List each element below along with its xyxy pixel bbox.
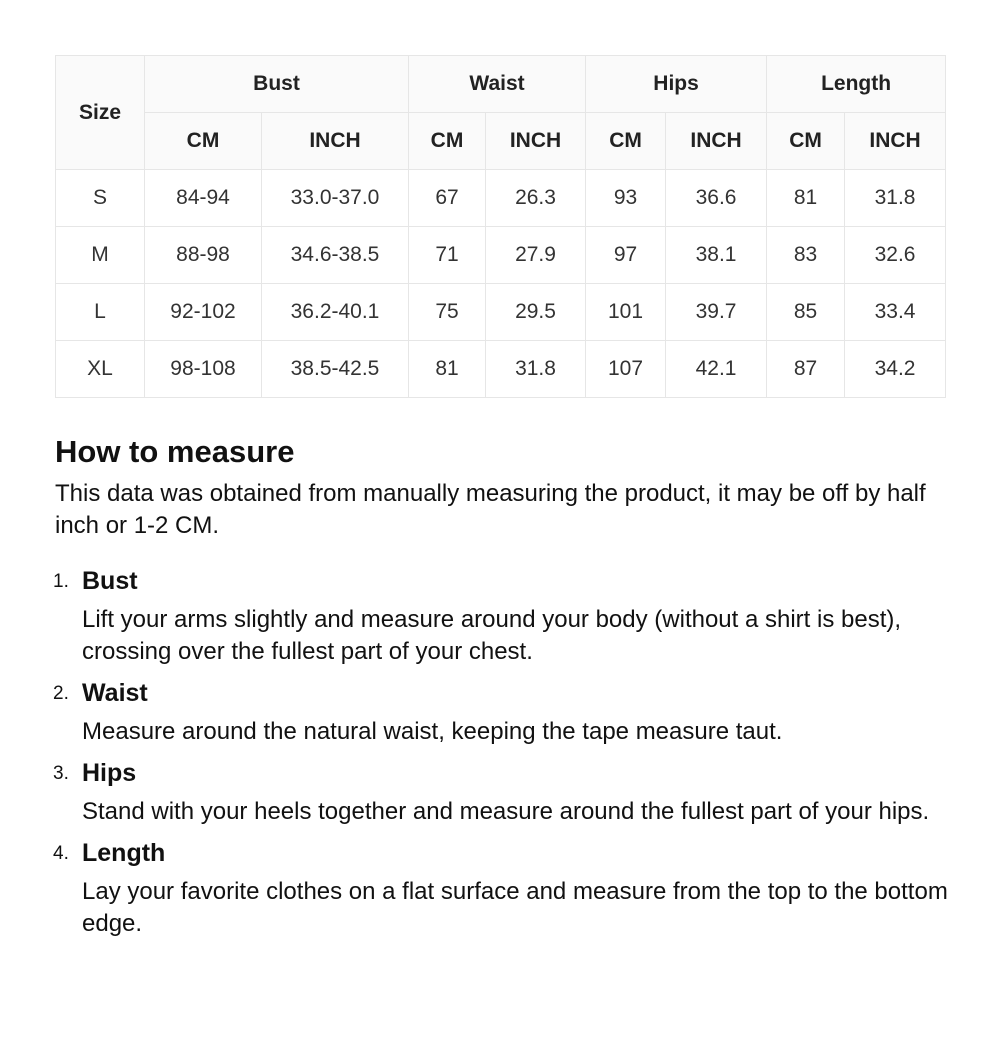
step-title: Hips (82, 759, 137, 787)
group-header-length: Length (767, 56, 946, 113)
size-column-header: Size (56, 56, 145, 170)
table-cell: 31.8 (845, 170, 946, 227)
measure-steps-list (55, 564, 955, 940)
table-row (56, 341, 946, 398)
unit-header: CM (145, 113, 262, 170)
unit-header: INCH (666, 113, 767, 170)
table-row (56, 284, 946, 341)
unit-header: CM (409, 113, 486, 170)
table-cell: 92-102 (145, 284, 262, 341)
table-cell: 38.5-42.5 (262, 341, 409, 398)
table-cell: 26.3 (486, 170, 586, 227)
step-description: Measure around the natural waist, keeping the tape measure taut. (82, 718, 783, 745)
step-number: 3. (53, 763, 69, 784)
unit-header: INCH (486, 113, 586, 170)
step-title: Bust (82, 567, 138, 595)
table-cell: 84-94 (145, 170, 262, 227)
table-cell: 87 (767, 341, 845, 398)
table-cell: 32.6 (845, 227, 946, 284)
list-item (55, 836, 955, 940)
unit-header: CM (767, 113, 845, 170)
table-cell: 67 (409, 170, 486, 227)
table-cell: 39.7 (666, 284, 767, 341)
size-cell: XL (56, 341, 145, 398)
section-title: How to measure (55, 434, 295, 469)
size-cell: S (56, 170, 145, 227)
table-cell: 85 (767, 284, 845, 341)
table-cell: 33.0-37.0 (262, 170, 409, 227)
table-cell: 83 (767, 227, 845, 284)
intro-text: This data was obtained from manually measuring the product, it may be off by half inch or 1-2 CM. (55, 480, 926, 539)
table-cell: 98-108 (145, 341, 262, 398)
group-header-bust: Bust (145, 56, 409, 113)
table-cell: 31.8 (486, 341, 586, 398)
how-to-measure-section (55, 432, 955, 948)
step-description: Stand with your heels together and measure around the fullest part of your hips. (82, 798, 930, 825)
unit-header: INCH (845, 113, 946, 170)
size-cell: M (56, 227, 145, 284)
table-cell: 71 (409, 227, 486, 284)
unit-header: CM (586, 113, 666, 170)
size-chart-table (55, 55, 946, 398)
header-row-groups (56, 56, 946, 113)
table-cell: 81 (767, 170, 845, 227)
step-title: Waist (82, 679, 148, 707)
table-cell: 34.6-38.5 (262, 227, 409, 284)
table-cell: 107 (586, 341, 666, 398)
header-row-units (56, 113, 946, 170)
table-row (56, 227, 946, 284)
step-description: Lift your arms slightly and measure around your body (without a shirt is best), crossing over the fullest part of your chest. (82, 606, 902, 665)
table-cell: 36.6 (666, 170, 767, 227)
group-header-waist: Waist (409, 56, 586, 113)
table-cell: 93 (586, 170, 666, 227)
table-cell: 75 (409, 284, 486, 341)
table-cell: 29.5 (486, 284, 586, 341)
table-row (56, 170, 946, 227)
table-cell: 34.2 (845, 341, 946, 398)
table-cell: 33.4 (845, 284, 946, 341)
step-title: Length (82, 839, 166, 867)
table-cell: 101 (586, 284, 666, 341)
step-description: Lay your favorite clothes on a flat surface and measure from the top to the bottom edge. (82, 878, 948, 937)
step-number: 2. (53, 683, 69, 704)
list-item (55, 756, 955, 828)
table-cell: 36.2-40.1 (262, 284, 409, 341)
table-cell: 27.9 (486, 227, 586, 284)
table-cell: 88-98 (145, 227, 262, 284)
list-item (55, 676, 955, 748)
table-cell: 97 (586, 227, 666, 284)
table-cell: 81 (409, 341, 486, 398)
unit-header: INCH (262, 113, 409, 170)
size-cell: L (56, 284, 145, 341)
step-number: 4. (53, 843, 69, 864)
table-cell: 38.1 (666, 227, 767, 284)
table-cell: 42.1 (666, 341, 767, 398)
group-header-hips: Hips (586, 56, 767, 113)
step-number: 1. (53, 571, 69, 592)
list-item (55, 564, 955, 668)
